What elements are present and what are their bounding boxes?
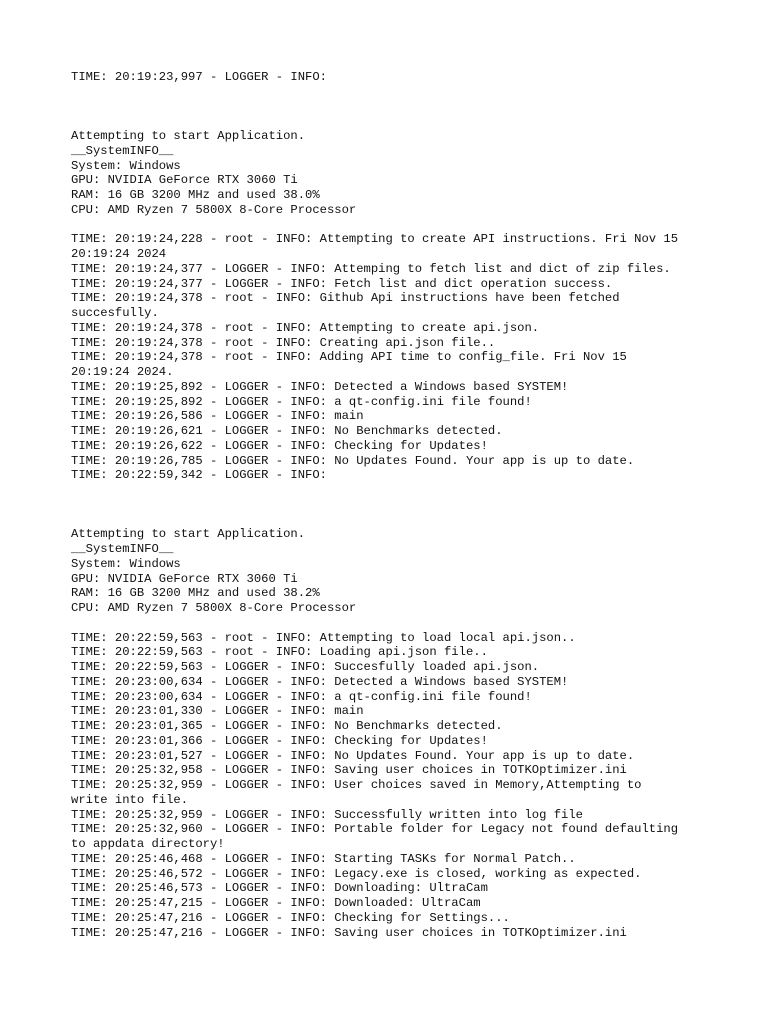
log-line — [71, 218, 728, 233]
log-line: TIME: 20:19:24,378 - root - INFO: Attempting to create api.json. — [71, 320, 540, 335]
log-line: CPU: AMD Ryzen 7 5800X 8-Core Processor — [71, 202, 357, 217]
log-line: TIME: 20:19:24,377 - LOGGER - INFO: Attemping to fetch list and dict of zip files. — [71, 261, 671, 276]
log-line: to appdata directory! — [71, 837, 225, 851]
log-line: TIME: 20:19:25,892 - LOGGER - INFO: Detected a Windows based SYSTEM! — [71, 379, 569, 394]
log-line: TIME: 20:23:01,366 - LOGGER - INFO: Checking for Updates! — [71, 733, 488, 748]
log-line: succesfully. — [71, 306, 159, 320]
log-line: TIME: 20:22:59,563 - LOGGER - INFO: Succesfully loaded api.json. — [71, 660, 540, 674]
log-line: TIME: 20:25:46,468 - LOGGER - INFO: Starting TASKs for Normal Patch.. — [71, 851, 576, 866]
log-line: TIME: 20:19:26,586 - LOGGER - INFO: main — [71, 409, 364, 424]
log-line — [71, 85, 728, 100]
log-line — [71, 483, 728, 498]
log-line: TIME: 20:22:59,563 - root - INFO: Loading api.json file.. — [71, 645, 488, 660]
log-line: GPU: NVIDIA GeForce RTX 3060 Ti — [71, 173, 298, 188]
log-text-body — [71, 70, 728, 940]
log-line: System: Windows — [71, 158, 181, 173]
log-line: RAM: 16 GB 3200 MHz and used 38.2% — [71, 586, 320, 601]
log-line: TIME: 20:19:26,785 - LOGGER - INFO: No Updates Found. Your app is up to date. — [71, 453, 635, 468]
log-line: TIME: 20:19:24,228 - root - INFO: Attempting to create API instructions. Fri Nov 15 — [71, 232, 679, 247]
log-line: Attempting to start Application. — [71, 129, 306, 143]
log-line: write into file. — [71, 792, 189, 807]
log-line: TIME: 20:23:00,634 - LOGGER - INFO: Detected a Windows based SYSTEM! — [71, 674, 569, 689]
log-line — [71, 100, 728, 115]
log-line: TIME: 20:25:47,215 - LOGGER - INFO: Downloaded: UltraCam — [71, 896, 481, 910]
log-line: TIME: 20:25:47,216 - LOGGER - INFO: Saving user choices in TOTKOptimizer.ini — [71, 925, 627, 940]
log-line: TIME: 20:25:46,573 - LOGGER - INFO: Downloading: UltraCam — [71, 881, 488, 896]
log-line: TIME: 20:19:26,621 - LOGGER - INFO: No Benchmarks detected. — [71, 424, 503, 438]
log-line: TIME: 20:23:00,634 - LOGGER - INFO: a qt-config.ini file found! — [71, 689, 532, 704]
log-line: Attempting to start Application. — [71, 527, 306, 542]
log-line: __SystemINFO__ — [71, 542, 174, 556]
log-line: TIME: 20:23:01,330 - LOGGER - INFO: main — [71, 704, 364, 719]
log-line: TIME: 20:25:32,958 - LOGGER - INFO: Saving user choices in TOTKOptimizer.ini — [71, 763, 627, 778]
log-line: TIME: 20:25:32,960 - LOGGER - INFO: Portable folder for Legacy not found defaulting — [71, 822, 679, 837]
log-line: TIME: 20:19:24,378 - root - INFO: Adding API time to config_file. Fri Nov 15 — [71, 350, 627, 365]
log-line: TIME: 20:22:59,563 - root - INFO: Attempting to load local api.json.. — [71, 630, 576, 645]
log-line: 20:19:24 2024. — [71, 365, 174, 379]
log-line: TIME: 20:25:32,959 - LOGGER - INFO: Successfully written into log file — [71, 807, 583, 822]
log-line: TIME: 20:25:47,216 - LOGGER - INFO: Checking for Settings... — [71, 910, 510, 925]
log-line — [71, 616, 728, 631]
log-line — [71, 114, 728, 129]
log-line: TIME: 20:19:25,892 - LOGGER - INFO: a qt-config.ini file found! — [71, 394, 532, 409]
log-line: RAM: 16 GB 3200 MHz and used 38.0% — [71, 188, 320, 202]
log-line: TIME: 20:25:46,572 - LOGGER - INFO: Legacy.exe is closed, working as expected. — [71, 866, 642, 881]
log-line — [71, 513, 728, 528]
log-line: TIME: 20:19:26,622 - LOGGER - INFO: Checking for Updates! — [71, 438, 488, 453]
log-line: 20:19:24 2024 — [71, 247, 167, 261]
log-line: TIME: 20:19:23,997 - LOGGER - INFO: — [71, 70, 327, 84]
log-line: TIME: 20:23:01,365 - LOGGER - INFO: No Benchmarks detected. — [71, 719, 503, 733]
log-line: System: Windows — [71, 556, 181, 571]
log-line: TIME: 20:25:32,959 - LOGGER - INFO: User choices saved in Memory,Attempting to — [71, 778, 642, 792]
log-line: TIME: 20:19:24,378 - root - INFO: Creating api.json file.. — [71, 335, 496, 350]
log-line: CPU: AMD Ryzen 7 5800X 8-Core Processor — [71, 601, 357, 615]
log-line: TIME: 20:19:24,377 - LOGGER - INFO: Fetch list and dict operation success. — [71, 276, 613, 291]
log-line: __SystemINFO__ — [71, 143, 174, 158]
log-line: GPU: NVIDIA GeForce RTX 3060 Ti — [71, 571, 298, 586]
log-line: TIME: 20:19:24,378 - root - INFO: Github Api instructions have been fetched — [71, 291, 620, 306]
log-line: TIME: 20:23:01,527 - LOGGER - INFO: No Updates Found. Your app is up to date. — [71, 748, 635, 763]
log-line — [71, 498, 728, 513]
log-line: TIME: 20:22:59,342 - LOGGER - INFO: — [71, 468, 327, 483]
